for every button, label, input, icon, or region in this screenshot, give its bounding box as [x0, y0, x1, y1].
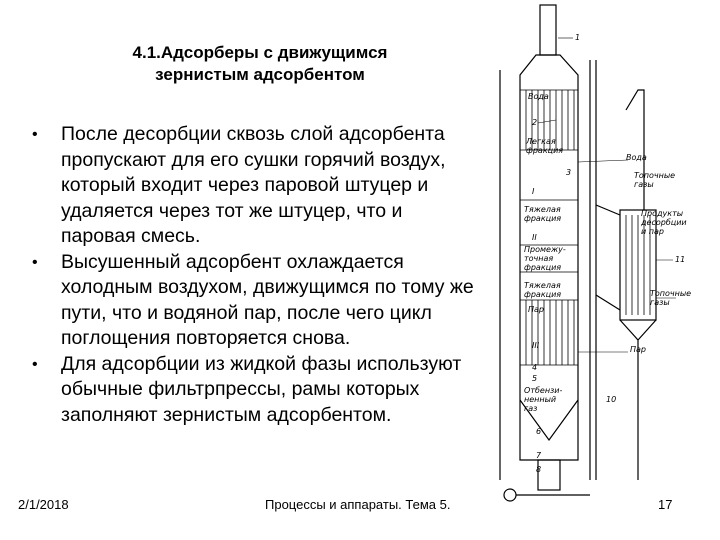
bullet-glyph: • [32, 126, 38, 143]
label-light-fraction-2: фракция [526, 146, 564, 155]
bullet-text: Для адсорбции из жидкой фазы используют обычные фильтрпрессы, рамы которых заполняют зернистым адсорбентом. [61, 352, 462, 426]
footer-course-title: Процессы и аппараты. Тема 5. [265, 497, 451, 512]
bullet-text: После десорбции сквозь слой адсорбента пропускают для его сушки горячий воздух, который входит через паровой штуцер и удаляется через тот же штуцер, что и паровая смесь. [61, 123, 446, 247]
label-recovered-gas-1: Отбензи- [524, 386, 563, 395]
heater-duct [626, 90, 644, 210]
label-heavy-fraction-2b: фракция [524, 290, 562, 299]
label-8: 8 [536, 465, 542, 474]
connector-flue [596, 295, 620, 310]
connector-products [596, 205, 620, 215]
label-heavy-fraction-1b: фракция [524, 214, 562, 223]
bullet-glyph: • [32, 253, 38, 271]
label-10: 10 [606, 395, 617, 404]
label-roman-2: II [532, 233, 537, 242]
label-3: 3 [566, 168, 572, 177]
label-par-left: Пар [528, 305, 544, 314]
bullet-item [28, 352, 478, 429]
label-voda-right: Вода [626, 153, 647, 162]
label-par-right: Пар [630, 345, 646, 354]
adsorber-drawing [478, 0, 710, 516]
label-products-2: десорбции [641, 218, 687, 227]
stack [540, 5, 556, 55]
label-1: 1 [575, 33, 581, 42]
label-voda-top: Вода [528, 92, 549, 101]
label-4: 4 [532, 363, 538, 372]
label-7: 7 [536, 451, 542, 460]
adsorber-diagram [478, 0, 710, 516]
label-flue-top-1: Топочные [634, 171, 676, 180]
bullet-list [28, 122, 478, 428]
pump [504, 489, 516, 501]
label-intermediate-1: Промежу- [524, 245, 566, 254]
bullet-item [28, 122, 478, 250]
label-flue-bottom-2: газы [650, 298, 670, 307]
title-line-1: 4.1.Адсорберы с движущимся [132, 43, 388, 62]
bullet-item [28, 250, 478, 352]
bullet-text: Высушенный адсорбент охлаждается холодным воздухом, движущимся по тому же пути, что и водяной пар, после чего цикл поглощения повторяется снова. [61, 250, 474, 349]
label-intermediate-3: фракция [524, 263, 562, 272]
label-5: 5 [532, 374, 538, 383]
label-products-3: и пар [641, 227, 664, 236]
label-recovered-gas-3: газ [524, 404, 538, 413]
slide-number: 17 [658, 497, 673, 512]
label-11: 11 [675, 255, 686, 264]
footer-date: 2/1/2018 [18, 497, 69, 512]
label-flue-top-2: газы [634, 180, 654, 189]
label-heavy-fraction-1a: Тяжелая [524, 205, 561, 214]
label-roman-1: I [532, 187, 535, 196]
bullet-glyph: • [32, 355, 38, 373]
heater-cone [620, 320, 656, 340]
label-flue-bottom-1: Топочные [650, 289, 692, 298]
label-intermediate-2: точная [524, 254, 554, 263]
label-light-fraction-1: Легкая [526, 137, 556, 146]
slide-title [60, 42, 460, 86]
label-recovered-gas-2: ненный [524, 395, 557, 404]
label-heavy-fraction-2a: Тяжелая [524, 281, 561, 290]
label-2: 2 [532, 118, 538, 127]
label-products-1: Продукты [641, 209, 684, 218]
label-roman-3: III [532, 341, 540, 350]
bottom-outlet [538, 460, 560, 490]
label-6: 6 [536, 427, 542, 436]
title-line-2: зернистым адсорбентом [155, 65, 365, 84]
